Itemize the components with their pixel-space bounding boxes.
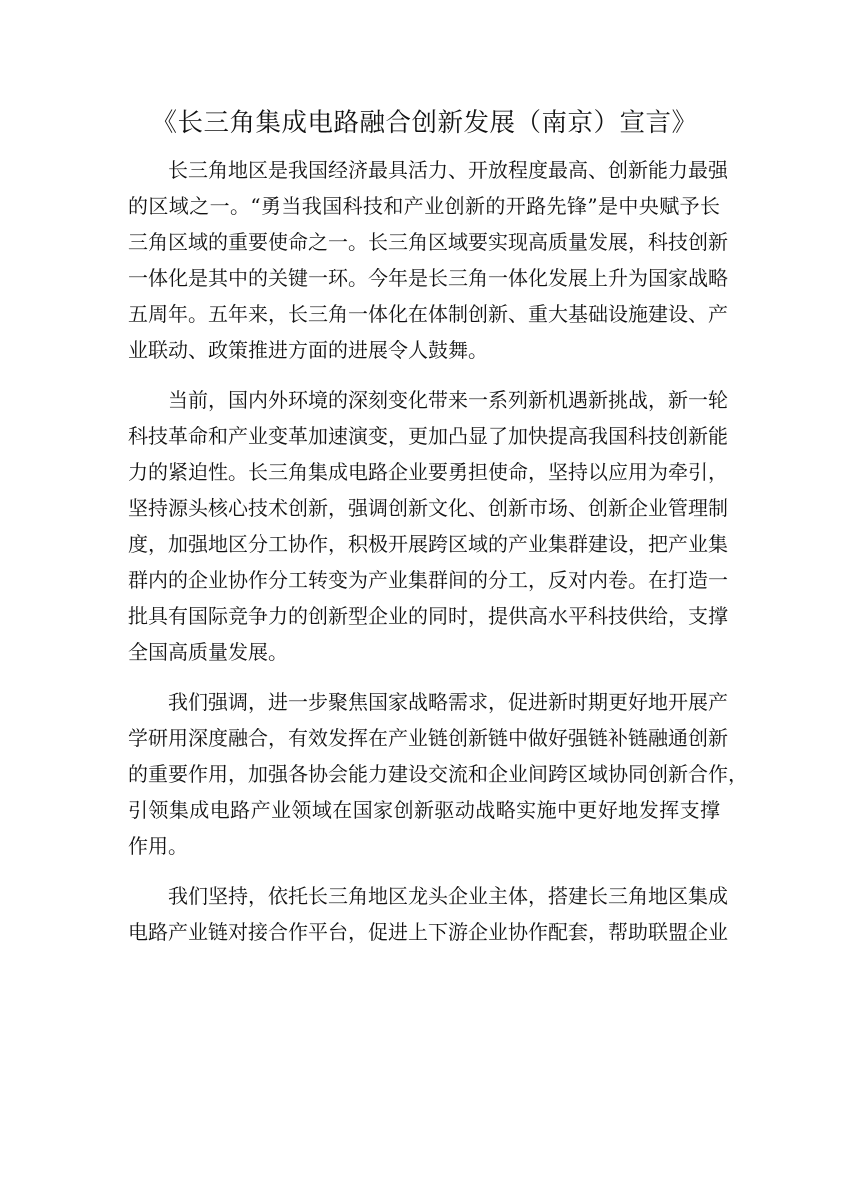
paragraph-line: 业联动、政策推进方面的进展令人鼓舞。 — [128, 338, 488, 362]
paragraph-line: 五周年。五年来，长三角一体化在体制创新、重大基础设施建设、产 — [128, 302, 728, 326]
paragraph-line: 我们坚持，依托长三角地区龙头企业主体，搭建长三角地区集成 — [168, 884, 728, 908]
paragraph-line: 的区域之一。“勇当我国科技和产业创新的开路先锋”是中央赋予长 — [128, 194, 720, 218]
paragraph-line: 批具有国际竞争力的创新型企业的同时，提供高水平科技供给，支撑 — [128, 604, 728, 628]
paragraph-line: 科技革命和产业变革加速演变，更加凸显了加快提高我国科技创新能 — [128, 424, 728, 448]
paragraph-line: 我们强调，进一步聚焦国家战略需求，促进新时期更好地开展产 — [168, 690, 728, 714]
paragraph-line: 群内的企业协作分工转变为产业集群间的分工，反对内卷。在打造一 — [128, 568, 728, 592]
paragraph-line: 学研用深度融合，有效发挥在产业链创新链中做好强链补链融通创新 — [128, 726, 728, 750]
paragraph-line: 三角区域的重要使命之一。长三角区域要实现高质量发展，科技创新 — [128, 230, 728, 254]
paragraph-spacer — [128, 864, 720, 878]
paragraph-line: 一体化是其中的关键一环。今年是长三角一体化发展上升为国家战略 — [128, 266, 728, 290]
paragraph-line: 力的紧迫性。长三角集成电路企业要勇担使命，坚持以应用为牵引， — [128, 460, 728, 484]
document-body — [128, 152, 748, 950]
paragraph-line: 作用。 — [128, 834, 188, 858]
paragraph-line: 当前，国内外环境的深刻变化带来一系列新机遇新挑战，新一轮 — [168, 388, 728, 412]
paragraph-line: 引领集成电路产业领域在国家创新驱动战略实施中更好地发挥支撑 — [128, 798, 720, 822]
paragraph-4 — [128, 878, 728, 950]
paragraph-line: 的重要作用，加强各协会能力建设交流和企业间跨区域协同创新合作， — [128, 762, 748, 786]
paragraph-line: 度，加强地区分工协作，积极开展跨区域的产业集群建设，把产业集 — [128, 532, 728, 556]
paragraph-line: 电路产业链对接合作平台，促进上下游企业协作配套，帮助联盟企业 — [128, 920, 728, 944]
paragraph-3 — [128, 684, 748, 864]
paragraph-line: 全国高质量发展。 — [128, 640, 288, 664]
paragraph-line: 坚持源头核心技术创新，强调创新文化、创新市场、创新企业管理制 — [128, 496, 728, 520]
document-title: 《长三角集成电路融合创新发展（南京）宣言》 — [151, 108, 698, 138]
paragraph-spacer — [128, 670, 720, 684]
paragraph-1 — [128, 152, 728, 368]
paragraph-spacer — [128, 368, 720, 382]
paragraph-line: 长三角地区是我国经济最具活力、开放程度最高、创新能力最强 — [168, 158, 728, 182]
paragraph-2 — [128, 382, 728, 670]
